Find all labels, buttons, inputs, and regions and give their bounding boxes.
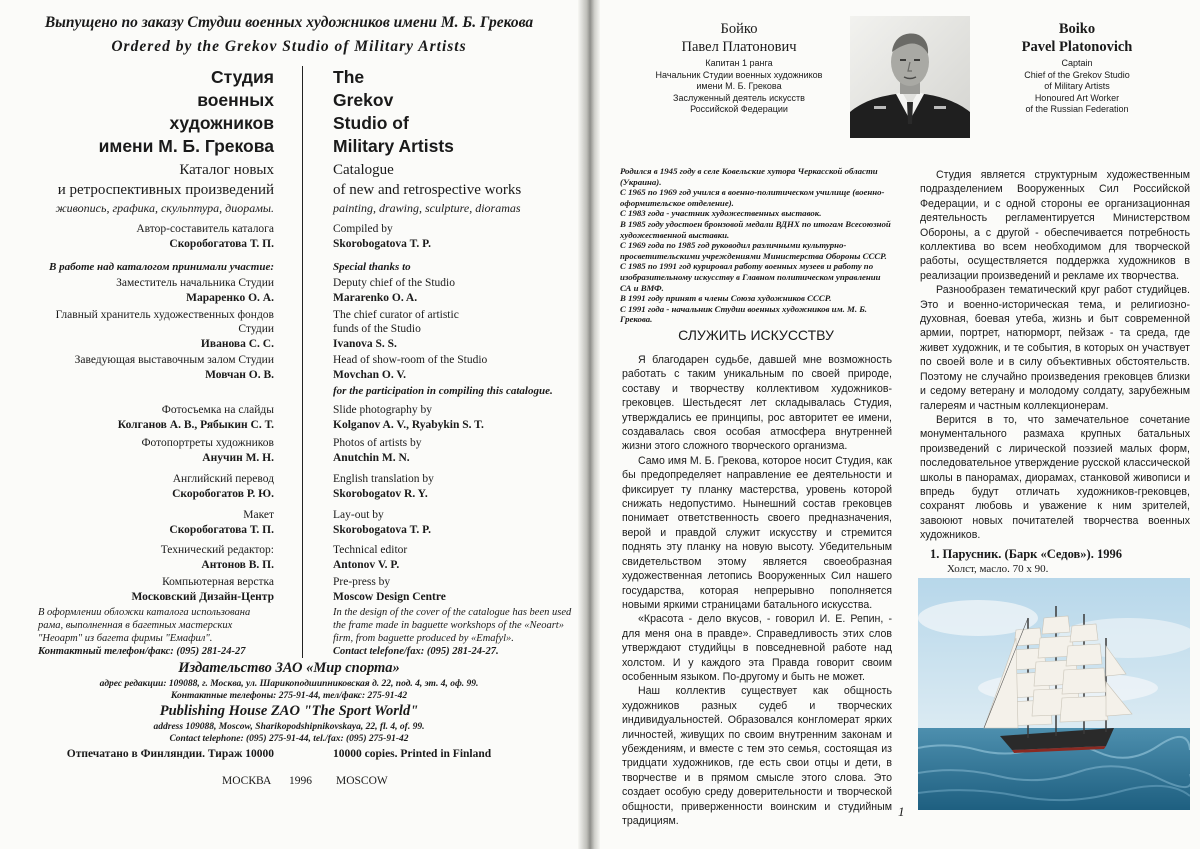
credit-editor-label-ru: Технический редактор: (160, 544, 274, 556)
credit-slides-label-ru: Фотосъемка на слайды (161, 404, 274, 416)
artist-portrait-photo (850, 16, 970, 138)
credit-prepress-name-en: Moscow Design Centre (333, 591, 446, 603)
credit-slides-name-ru: Колганов А. В., Рябыкин С. Т. (117, 419, 274, 431)
city-ru: МОСКВА (222, 775, 272, 787)
credit-participation-en: for the participation in compiling this catalogue. (333, 385, 553, 397)
credit-showroom-name-en: Movchan O. V. (333, 369, 407, 381)
publisher-name-ru: Издательство ЗАО «Мир спорта» (178, 660, 400, 676)
credit-curator-name-en: Ivanova S. S. (333, 338, 397, 350)
credit-photos-label-ru: Фотопортреты художников (141, 437, 274, 449)
credit-photos-label-en: Photos of artists by (333, 437, 422, 449)
credit-deputy-label-en: Deputy chief of the Studio (333, 277, 456, 289)
publisher-phones-en: Contact telephone: (095) 275-91-44, tel./fax: (095) 275-91-42 (169, 734, 409, 744)
right-page-artist (600, 0, 1200, 849)
credit-showroom-name-ru: Мовчан О. В. (205, 369, 274, 381)
credit-showroom-label-en: Head of show-room of the Studio (333, 354, 488, 366)
credit-prepress-label-ru: Компьютерная верстка (162, 576, 274, 588)
city-en: MOSCOW (336, 775, 388, 787)
catalogue-title-en: Catalogue of new and retrospective works painting, drawing, sculpture, dioramas (333, 162, 522, 215)
portrait-illustration (850, 16, 970, 138)
page-number: 1 (898, 804, 905, 819)
studio-title-ru: Студия военных художников имени М. Б. Грекова (98, 67, 274, 156)
credit-editor-label-en: Technical editor (333, 544, 408, 556)
credit-translation-name-ru: Скоробогатов Р. Ю. (172, 488, 274, 500)
credit-prepress-name-ru: Московский Дизайн-Центр (131, 591, 274, 603)
artist-biography: Родился в 1945 году в селе Ковельские хутора Черкасской области (Украина). С 1965 по 1969 год учился в военно-политическом училище (военно-оформительское отделение). С 1983 года - участник художественных выставок. В 1985 году удостоен бронзовой медали ВДНХ по итогам Всесоюзной художественной выставки. С 1969 года по 1985 год руководил различными культурно-просветительскими учреждениями Министерства Обороны СССР. С 1985 по 1991 год курировал работу военных музеев и работу по изобразительному искусству в Главном политическом управлении СА и ВМФ. В 1991 году принят в члены Союза художников СССР. С 1991 года - начальник Студии военных художников им. М. Б. Грекова. (620, 166, 891, 325)
credit-deputy-label-ru: Заместитель начальника Студии (116, 277, 274, 289)
credit-editor-name-ru: Антонов В. П. (201, 559, 274, 571)
credit-curator-label-en: The chief curator of artistic funds of the Studio (333, 309, 459, 335)
credit-compiler-name-en: Skorobogatova T. P. (333, 238, 431, 250)
cover-note-en: In the design of the cover of the catalogue has been used the frame made in baguette workshops of the «Neoart» firm, from baguette produced by «Emafyl». Contact telefone/fax: (095) 281-24-27. (333, 607, 572, 657)
print-info-en: 10000 copies. Printed in Finland (333, 748, 492, 760)
studio-title-en: The Grekov Studio of Military Artists (333, 67, 454, 156)
credit-editor-name-en: Antonov V. P. (333, 559, 400, 571)
publisher-phones-ru: Контактные телефоны: 275-91-44, тел/факс: 275-91-42 (170, 691, 408, 701)
credit-translation-label-ru: Английский перевод (172, 473, 274, 485)
credit-curator-name-ru: Иванова С. С. (200, 338, 274, 350)
credit-curator-label-ru: Главный хранитель художественных фондов Студии (55, 309, 274, 335)
artist-name-en: Boiko Pavel Platonovich Captain Chief of the Grekov Studio of Military Artists Honoured Art Worker of the Russian Federation (1021, 21, 1133, 114)
credit-thanks-ru: В работе над каталогом принимали участие: (49, 261, 274, 273)
credit-deputy-name-en: Mararenko O. A. (333, 292, 418, 304)
credit-compiler-label-ru: Автор-составитель каталога (136, 223, 274, 235)
header-english: Ordered by the Grekov Studio of Military Artists (111, 38, 467, 55)
credit-layout-label-en: Lay-out by (333, 509, 384, 521)
credit-slides-name-en: Kolganov A. V., Ryabykin S. T. (333, 419, 484, 431)
credit-photos-name-ru: Анучин М. Н. (202, 452, 274, 464)
painting-medium: Холст, масло. 70 х 90. (947, 563, 1049, 575)
credit-thanks-en: Special thanks to (333, 261, 411, 273)
essay-column-2: Студия является структурным художественным подразделением Вооруженных Сил Российской Федерации, и с одной стороны ее организационная деятельность регламентируется Министерством Обороны, а с другой - обеспечивается потребность коллектива во всем необходимом для творческой работы, осуществляется поддержка художников в реализации произведений и рекламе их творчества. Разнообразен тематический круг работ студийцев. Это и военно-историческая тема, и религиозно-духовная, боевая утеба, жизнь и быт современной армии, портрет, натюрморт, пейзаж - та среда, где живет художник, и те события, в которых он участвует по своей воле и в силу объективных обстоятельств. Поэтому не случайно произведения грековцев близки и седому ветерану и молодому солдату, зарубежным галереям и частным коллекционерам. Верится в то, что замечательное сочетание монументального размаха крупных батальных произведений с лирической поэзией малых форм, последовательное утверждение русской классической школы в панорамах, диорамах, станковой живописи и впредь будут отличать художников-грековцев, сохранят любовь и уважение к ним зрителей, завоюют новых почитателей творчества военных художников. (920, 169, 1190, 542)
credit-compiler-name-ru: Скоробогатова Т. П. (169, 238, 274, 250)
credit-photos-name-en: Anutchin M. N. (333, 452, 410, 464)
publisher-address-ru: адрес редакции: 109088, г. Москва, ул. Шарикоподшипниковская д. 22, под. 4, эт. 4, оф. 99. (99, 679, 479, 689)
book-spine (578, 0, 600, 849)
column-divider (302, 66, 303, 658)
artist-name-ru: Бойко Павел Платонович Капитан 1 ранга Начальник Студии военных художников имени М. Б. Грекова Заслуженный деятель искусств Российской Федерации (655, 21, 823, 114)
year: 1996 (289, 775, 312, 787)
credit-showroom-label-ru: Заведующая выставочным залом Студии (74, 354, 274, 366)
credit-compiler-label-en: Compiled by (333, 223, 393, 235)
essay-title: СЛУЖИТЬ ИСКУССТВУ (678, 327, 834, 343)
publisher-name-en: Publishing House ZAO "The Sport World" (159, 703, 419, 719)
painting-title: 1. Парусник. (Барк «Седов»). 1996 (930, 547, 1122, 561)
credit-layout-name-ru: Скоробогатова Т. П. (169, 524, 274, 536)
print-info-ru: Отпечатано в Финляндии. Тираж 10000 (66, 748, 274, 760)
credit-layout-label-ru: Макет (243, 509, 274, 521)
essay-column-1: Я благодарен судьбе, давшей мне возможность работать с таким уникальным по своей природе, составу и творчеству коллективом художников-грековцев. Шестьдесят лет складывалась Студия, утверждались ее принципы, рос авторитет ее имени, создавалась своя особая атмосфера внутренней жизни этого сложного творческого организма. Само имя М. Б. Грекова, которое носит Студия, как бы предопределяет направление ее деятельности и фиксирует ту планку мастерства, уровень которой снижать недопустимо. Нынешний состав грековцев понимает ответственность своего предназначения, верой и правдой служит искусству и стремится поднять эту планку на новую высоту. Убедительным свидетельством этому является своеобразная художественная летопись Вооруженных Сил нашего государства, которая непрерывно пополняется новыми яркими страницами батального искусства. «Красота - дело вкусов, - говорил И. Е. Репин, - для меня она в правде». Справедливость этих слов утверждают студийцы в повседневной работе над холстом. И у каждого эта Правда говорит своим особенным языком. По-другому и быть не может. Наш коллектив существует как общность художников разных судеб и творческих индивидуальностей. Образовался конгломерат ярких личностей, живущих по своим внутренним законам и убеждениям, и вместе с тем это семья, состоящая из тридцати художников, где есть свои отцы и дети, в творчестве и в прямом смысле этого слова. Это создает особую среду доверительности и творческой общности, приверженности воинским и студийным традициям. (622, 354, 892, 827)
credit-translation-label-en: English translation by (333, 473, 434, 485)
credit-layout-name-en: Skorobogatova T. P. (333, 524, 431, 536)
credit-deputy-name-ru: Марарeнко О. А. (186, 292, 274, 304)
cover-note-ru: В оформлении обложки каталога использована рама, выполненная в багетных мастерских "Неоарт" из багета фирмы "Емафил". Контактный телефон/факс: (095) 281-24-27 (38, 607, 251, 657)
credit-slides-label-en: Slide photography by (333, 404, 433, 416)
credit-prepress-label-en: Pre-press by (333, 576, 391, 588)
credit-translation-name-en: Skorobogatov R. Y. (333, 488, 428, 500)
header-russian: Выпущено по заказу Студии военных художников имени М. Б. Грекова (44, 14, 534, 31)
sailing-ship-illustration (918, 578, 1190, 810)
catalogue-title-ru: Каталог новых и ретроспективных произведений живопись, графика, скульптура, диорамы. (55, 162, 274, 215)
publisher-address-en: address 109088, Moscow, Sharikopodshipnikovskaya, 22, fl. 4, of. 99. (153, 722, 425, 732)
painting-caption (930, 546, 1180, 576)
left-page-colophon (0, 0, 578, 849)
painting-sailing-ship (918, 578, 1190, 810)
